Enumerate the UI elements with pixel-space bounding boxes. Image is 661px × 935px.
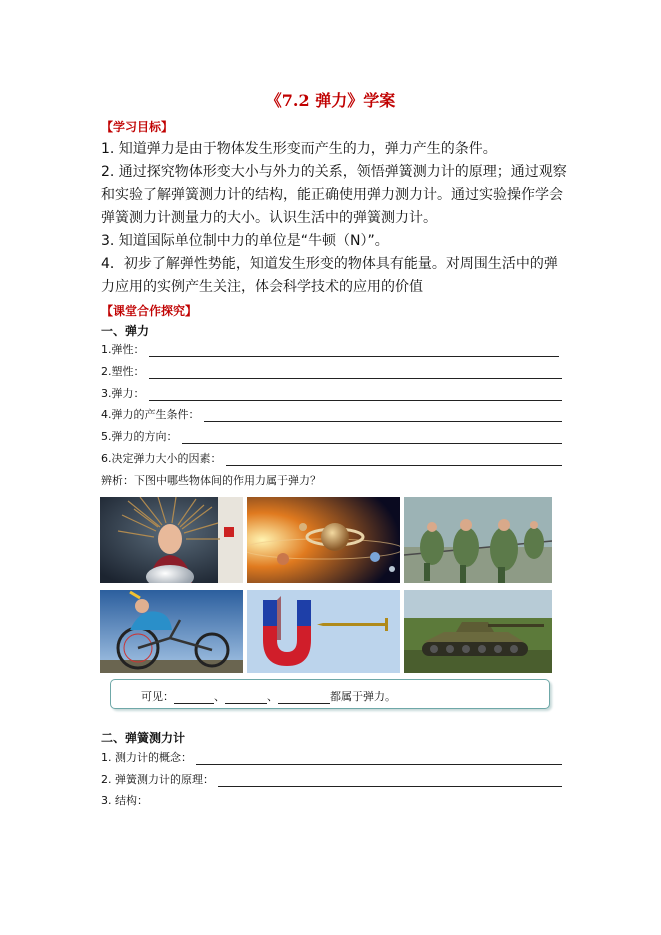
objective-item: 3. 知道国际单位制中力的单位是“牛顿（N）”。	[101, 233, 389, 249]
answer-line[interactable]	[218, 776, 562, 787]
field-magnitude-factors: 6.决定弹力大小的因素：	[101, 452, 562, 466]
answer-line[interactable]	[196, 754, 562, 765]
field-elasticity: 1.弹性：	[101, 343, 559, 357]
answer-line[interactable]	[149, 368, 563, 379]
analysis-question: 辨析：下图中哪些物体间的作用力属于弹力？	[101, 474, 321, 487]
army-tank-image	[404, 590, 552, 673]
answer-line[interactable]	[149, 390, 563, 401]
soldiers-pulling-image	[404, 497, 552, 583]
bicycle-rider-image	[100, 590, 243, 673]
magnet-and-nail-image	[247, 590, 400, 673]
objective-item: 4．初步了解弹性势能，知道发生形变的物体具有能量。对周围生活中的弹力应用的实例产生关注，体会科学技术的应用的价值	[101, 256, 558, 295]
answer-line[interactable]	[149, 346, 560, 357]
page-title: 《7.2 弹力》学案	[265, 91, 396, 110]
conclusion-blank-1[interactable]	[174, 693, 214, 704]
conclusion-blank-3[interactable]	[278, 693, 330, 704]
section-elasticity-heading: 一、弹力	[101, 324, 150, 338]
field-scale-principle: 2. 弹簧测力计的原理：	[101, 773, 562, 787]
field-scale-structure: 3. 结构：	[101, 794, 148, 807]
field-direction: 5.弹力的方向：	[101, 430, 562, 444]
girl-hair-static-image	[100, 497, 243, 583]
answer-line[interactable]	[182, 433, 563, 444]
explore-heading: 【课堂合作探究】	[101, 304, 198, 318]
objective-item: 2. 通过探究物体形变大小与外力的关系，领悟弹簧测力计的原理；通过观察和实验了解弹簧测力计的结构，能正确使用弹力测力计。通过实验操作学会弹簧测力计测量力的大小。认识生活中的弹簧测力计。	[101, 164, 567, 226]
field-conditions: 4.弹力的产生条件：	[101, 408, 562, 422]
answer-line[interactable]	[204, 411, 563, 422]
field-scale-concept: 1. 测力计的概念：	[101, 751, 562, 765]
field-plasticity: 2.塑性：	[101, 365, 562, 379]
answer-line[interactable]	[226, 455, 563, 466]
objectives-list	[101, 138, 571, 299]
planets-space-image	[247, 497, 400, 583]
conclusion-box	[110, 679, 550, 709]
section-spring-scale-heading: 二、弹簧测力计	[101, 731, 186, 745]
field-elastic-force: 3.弹力：	[101, 387, 562, 401]
conclusion-text: 可见： 、 、 都属于弹力。	[141, 690, 396, 703]
objectives-heading: 【学习目标】	[101, 120, 174, 134]
objective-item: 1. 知道弹力是由于物体发生形变而产生的力，弹力产生的条件。	[101, 141, 497, 157]
conclusion-blank-2[interactable]	[225, 693, 267, 704]
